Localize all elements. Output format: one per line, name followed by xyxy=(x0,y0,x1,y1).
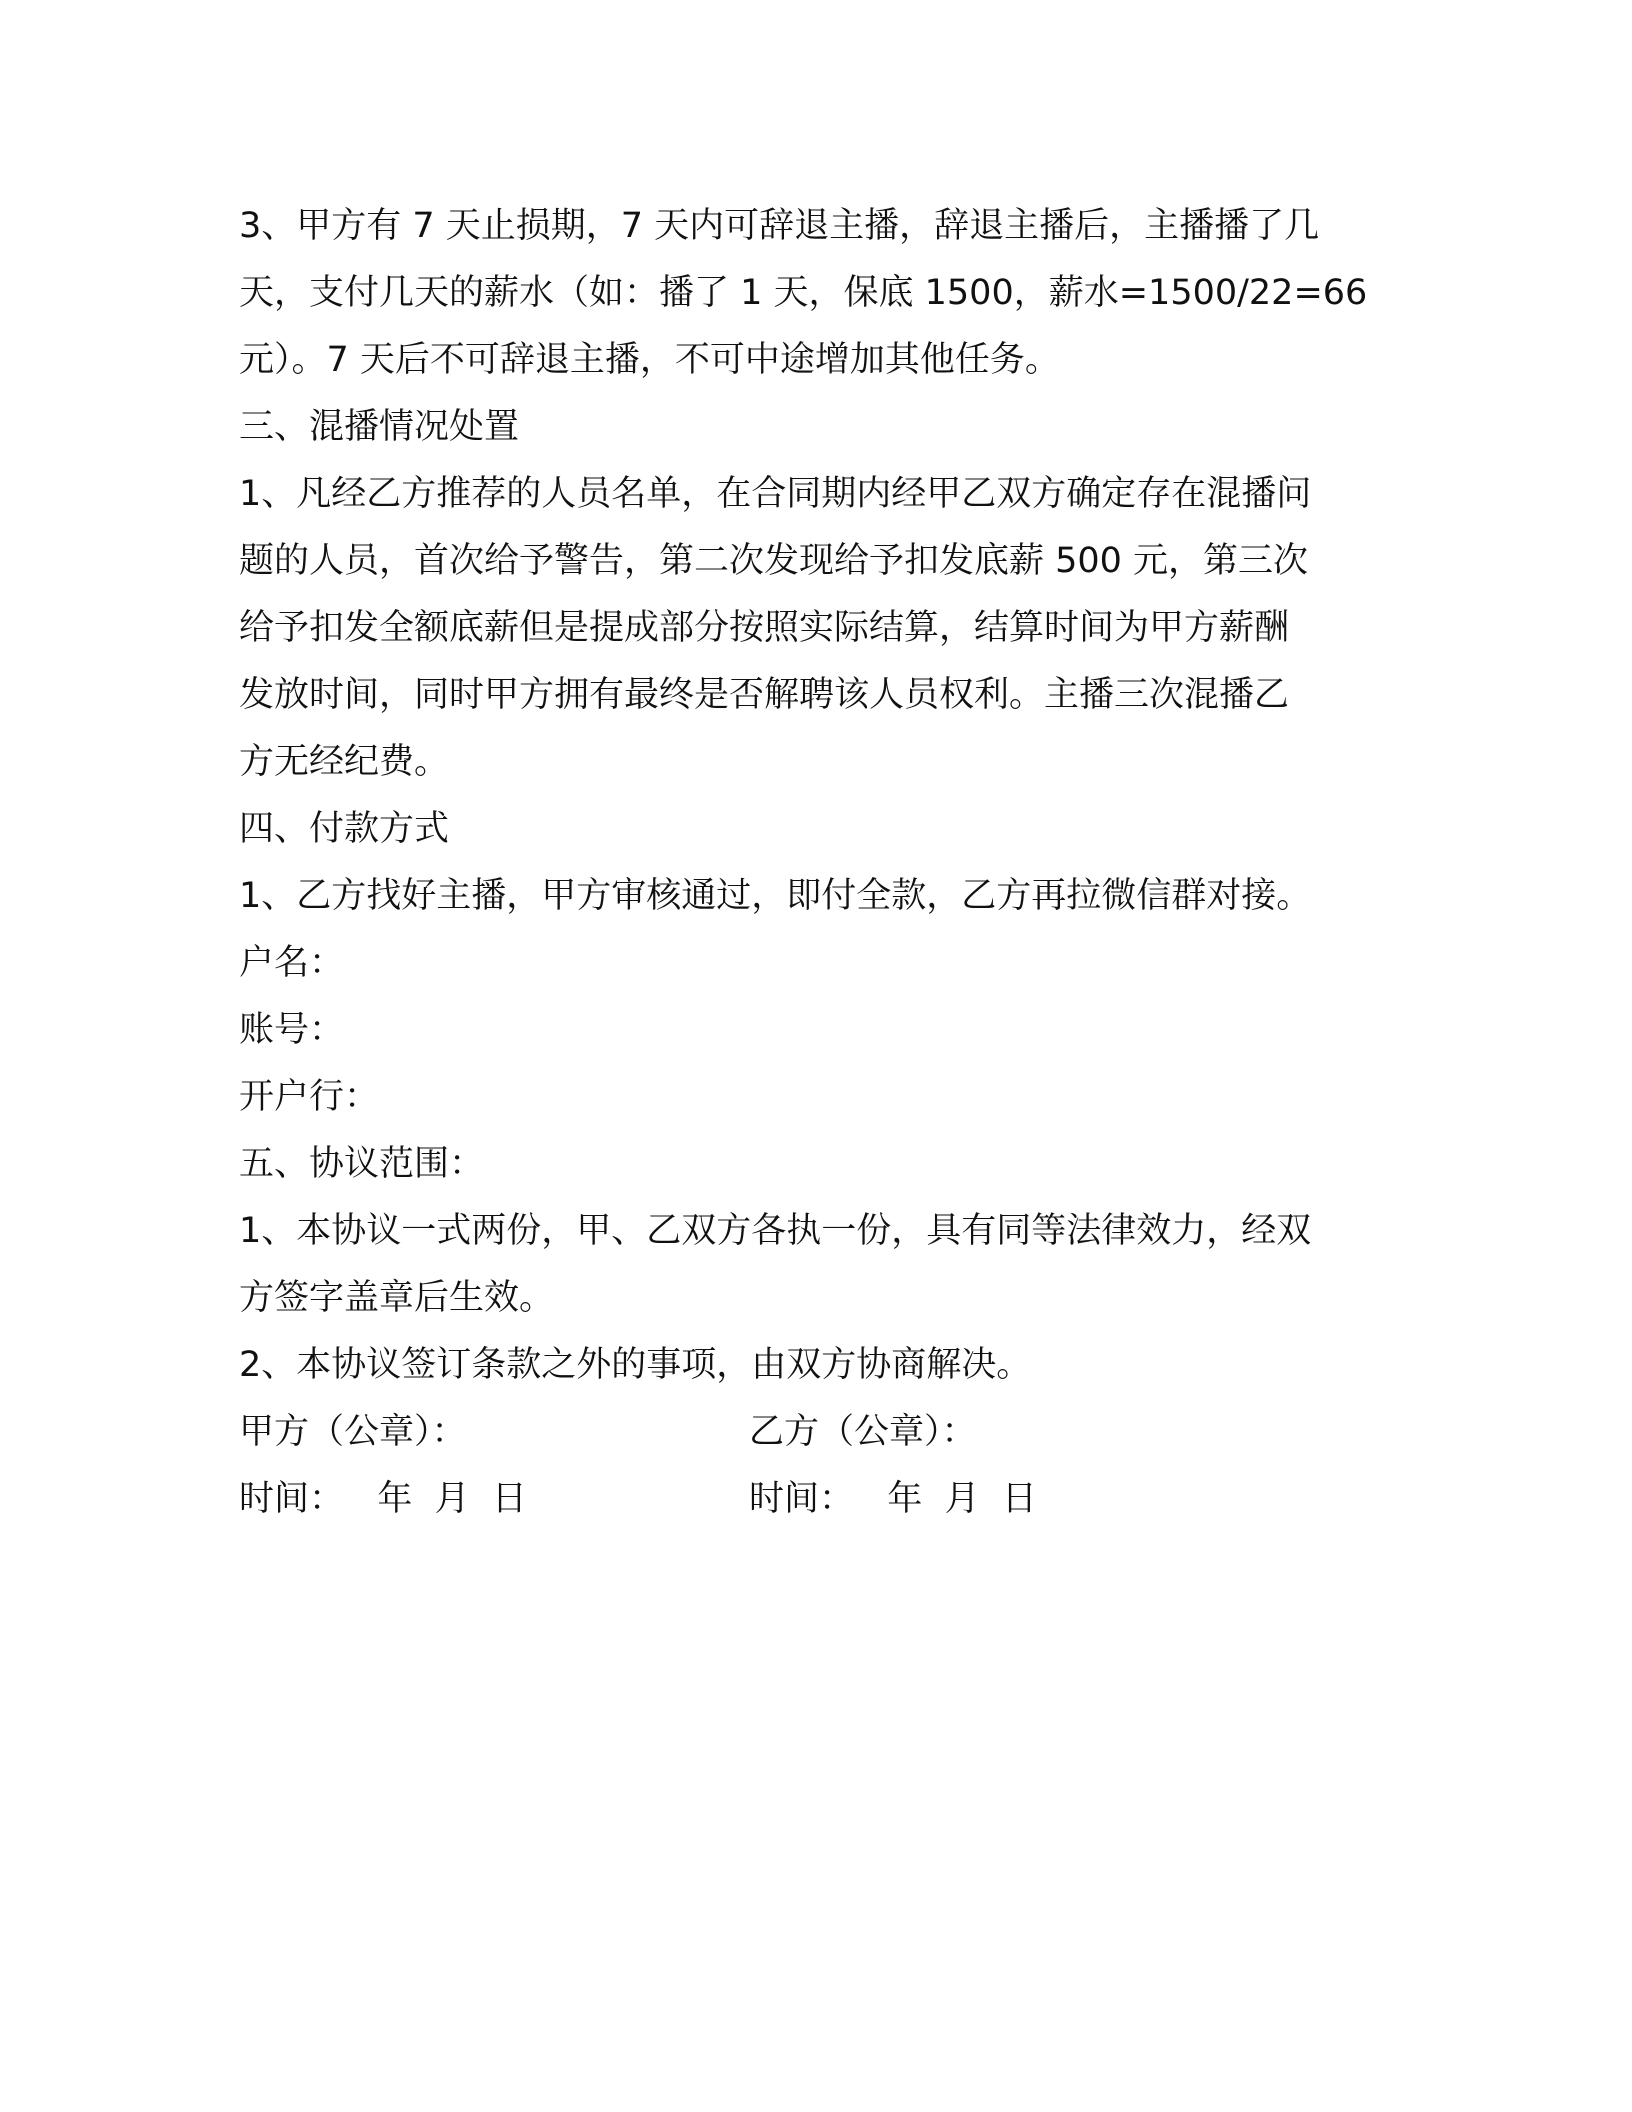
section3-heading: 三、混播情况处置 xyxy=(239,407,520,447)
party-a-date-label: 时间： 年 月 日 xyxy=(239,1479,527,1519)
account-name-label: 户名： xyxy=(239,943,345,983)
signature-seal-row xyxy=(239,1399,1393,1466)
section3-item1-line3: 给予扣发全额底薪但是提成部分按照实际结算，结算时间为甲方薪酬 xyxy=(239,608,1290,648)
section3-item1-line1: 1、凡经乙方推荐的人员名单，在合同期内经甲乙双方确定存在混播问 xyxy=(239,474,1312,514)
section5-item1-line1: 1、本协议一式两份，甲、乙双方各执一份，具有同等法律效力，经双 xyxy=(239,1211,1312,1251)
section3-item1-line2: 题的人员，首次给予警告，第二次发现给予扣发底薪 500 元，第三次 xyxy=(239,541,1309,581)
section4-heading: 四、付款方式 xyxy=(239,809,450,849)
section5-heading: 五、协议范围： xyxy=(239,1144,485,1184)
clause3-line2: 天，支付几天的薪水（如：播了 1 天，保底 1500，薪水=1500/22=66 xyxy=(239,273,1368,313)
clause3-line1: 3、甲方有 7 天止损期，7 天内可辞退主播，辞退主播后，主播播了几 xyxy=(239,206,1320,246)
document-page xyxy=(239,193,1393,1533)
account-number-label: 账号： xyxy=(239,1010,345,1050)
section5-item1-line2: 方签字盖章后生效。 xyxy=(239,1278,555,1318)
party-a-seal-label: 甲方（公章）： xyxy=(239,1412,467,1452)
section3-item1-line5: 方无经纪费。 xyxy=(239,742,450,782)
party-b-date-label: 时间： 年 月 日 xyxy=(749,1479,1037,1519)
clause3-line3: 元）。7 天后不可辞退主播，不可中途增加其他任务。 xyxy=(239,340,1060,380)
section3-item1-line4: 发放时间，同时甲方拥有最终是否解聘该人员权利。主播三次混播乙 xyxy=(239,675,1290,715)
signature-date-row xyxy=(239,1466,1393,1533)
section4-item1: 1、乙方找好主播，甲方审核通过，即付全款，乙方再拉微信群对接。 xyxy=(239,876,1312,916)
bank-label: 开户行： xyxy=(239,1077,380,1117)
party-b-seal-label: 乙方（公章）： xyxy=(749,1412,977,1452)
section5-item2: 2、本协议签订条款之外的事项，由双方协商解决。 xyxy=(239,1345,1032,1385)
